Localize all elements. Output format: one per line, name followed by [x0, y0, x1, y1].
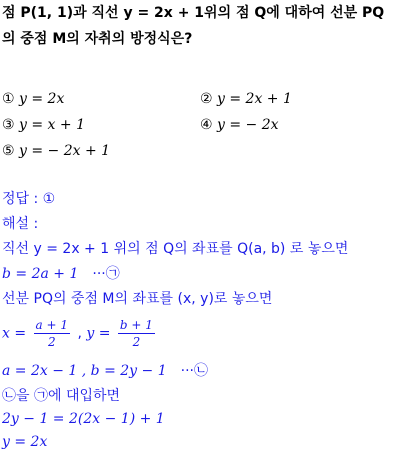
fraction-numerator: b + 1 [119, 318, 153, 332]
choice-expression: y = x + 1 [19, 117, 85, 133]
explanation-step-4 [2, 318, 158, 349]
choice-expression: y = − 2x [217, 117, 279, 133]
explanation-label: 해설 : [2, 216, 39, 232]
equation-tag: ···㉠ [92, 266, 120, 282]
choice-number: ① [2, 91, 15, 107]
fraction [34, 318, 70, 349]
choice-1[interactable] [2, 90, 64, 108]
choice-number: ② [200, 91, 213, 107]
choice-number: ④ [200, 117, 213, 133]
choice-number: ⑤ [2, 143, 15, 159]
choice-expression: y = 2x + 1 [217, 91, 292, 107]
fraction-denominator: 2 [47, 335, 56, 349]
question-line-2: 의 중점 M의 자취의 방정식은? [2, 31, 193, 47]
explanation-step-5 [2, 362, 208, 380]
equation-lhs: y = [86, 325, 111, 342]
explanation-step-3: 선분 PQ의 중점 M의 좌표를 (x, y)로 놓으면 [2, 291, 273, 307]
question-line-1: 점 P(1, 1)과 직선 y = 2x + 1위의 점 Q에 대하여 선분 PQ [2, 5, 385, 21]
explanation-step-7: 2y − 1 = 2(2x − 1) + 1 [2, 411, 165, 427]
choice-number: ③ [2, 117, 15, 133]
fraction-numerator: a + 1 [35, 318, 69, 332]
fraction [118, 318, 155, 349]
equation-tag: ···㉡ [180, 363, 208, 379]
choice-3[interactable] [2, 116, 85, 134]
answer-label: 정답 : ① [2, 191, 56, 207]
explanation-step-6: ㉡을 ㉠에 대입하면 [2, 388, 121, 404]
equation: b = 2a + 1 [2, 266, 79, 282]
choice-5[interactable] [2, 142, 110, 160]
equation: a = 2x − 1 , b = 2y − 1 [2, 363, 167, 379]
choice-4[interactable] [200, 116, 279, 134]
choice-expression: y = − 2x + 1 [19, 143, 111, 159]
choice-expression: y = 2x [19, 91, 65, 107]
equation-lhs: x = [2, 325, 27, 342]
separator: , [77, 325, 82, 342]
fraction-denominator: 2 [132, 335, 141, 349]
explanation-step-8: y = 2x [2, 434, 48, 450]
choice-2[interactable] [200, 90, 292, 108]
explanation-step-1: 직선 y = 2x + 1 위의 점 Q의 좌표를 Q(a, b) 로 놓으면 [2, 241, 349, 257]
explanation-step-2 [2, 265, 120, 283]
